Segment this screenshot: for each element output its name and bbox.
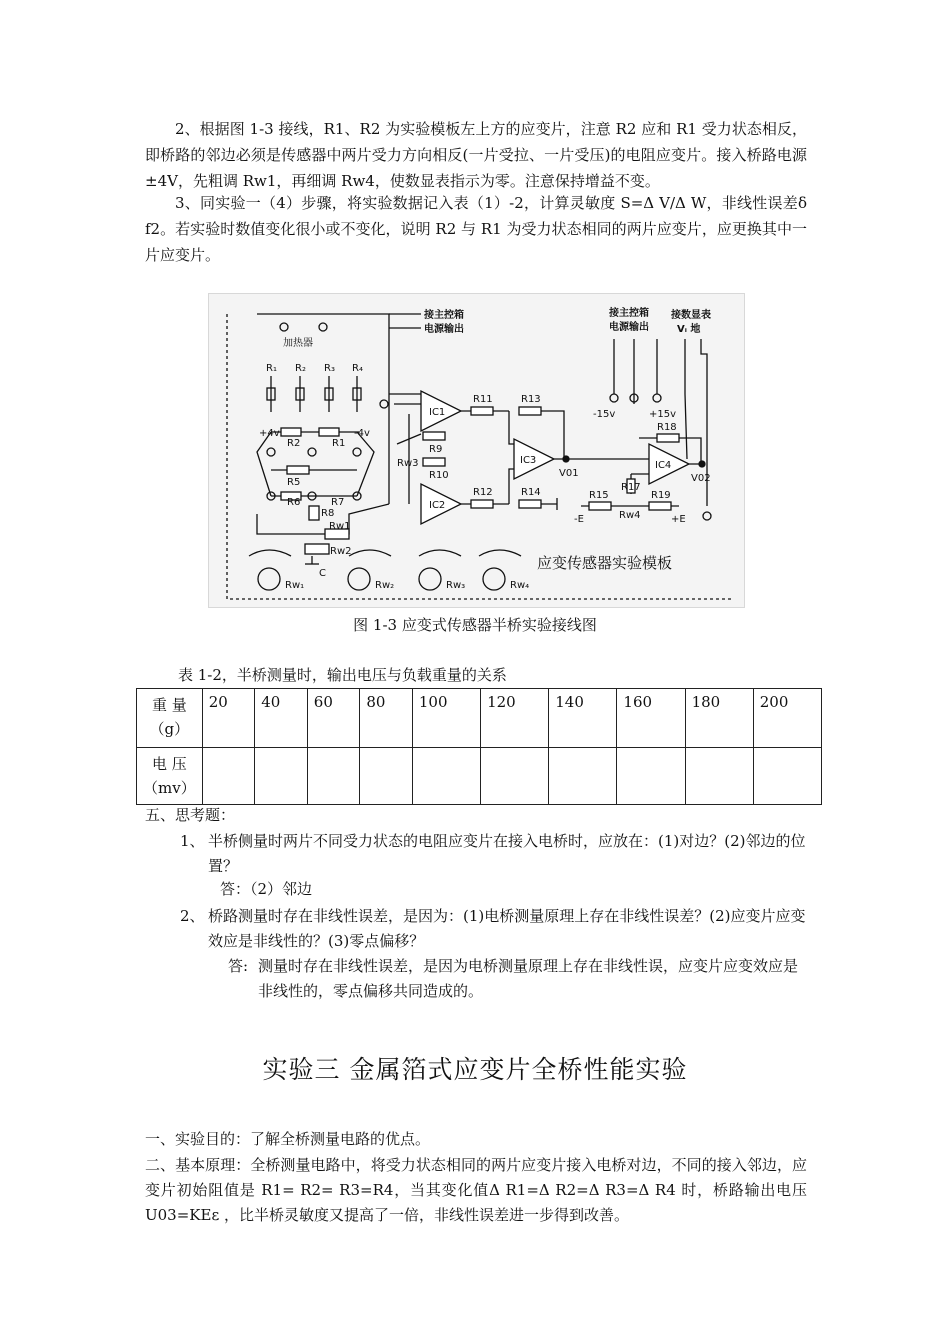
step-2-paragraph: 2、根据图 1-3 接线，R1、R2 为实验模板左上方的应变片，注意 R2 应和 R1 受力状态相反，即桥路的邻边必须是传感器中两片受力方向相反(一片受拉、一片受压)的电阻应变片。接入桥路电源±4V，先粗调 Rw1，再细调 Rw4，使数显表指示为零。注意保持增益不变。 xyxy=(145,120,807,190)
display-label-2: Vᵢ 地 xyxy=(677,324,701,335)
svg-text:IC3: IC3 xyxy=(520,455,537,466)
board-title: 应变传感器实验模板 xyxy=(537,554,673,572)
weight-cell: 100 xyxy=(412,689,480,748)
sensor-region xyxy=(257,314,389,504)
voltage-cell xyxy=(412,748,480,805)
weight-cell: 180 xyxy=(685,689,753,748)
circuit-figure xyxy=(208,293,745,608)
basic-principle: 二、基本原理：全桥测量电路中，将受力状态相同的两片应变片接入电桥对边，不同的接入邻边，应变片初始阻值是 R1= R2= R3=R4，当其变化值Δ R1=Δ R2=Δ R3=Δ R4 时，桥路输出电压 U03=KEε ，比半桥灵敏度又提高了一倍，非线性误差进一步得到改善。 xyxy=(145,1156,807,1224)
op-amp-ic2 xyxy=(421,484,461,524)
svg-text:-E: -E xyxy=(574,514,584,525)
supply-label-2: 电源输出 xyxy=(424,324,464,335)
voltage-cell xyxy=(617,748,685,805)
knob-rw2 xyxy=(348,550,394,591)
voltage-cell xyxy=(753,748,821,805)
svg-text:Rw₄: Rw₄ xyxy=(510,580,530,591)
heater-terminal xyxy=(319,323,327,331)
svg-text:V01: V01 xyxy=(559,468,579,479)
heater-terminal xyxy=(280,323,288,331)
svg-text:Rw2: Rw2 xyxy=(330,546,352,557)
svg-text:Rw3: Rw3 xyxy=(397,458,419,469)
svg-text:Rw4: Rw4 xyxy=(619,510,641,521)
knob-rw3 xyxy=(419,550,465,591)
svg-text:C: C xyxy=(319,568,326,579)
svg-text:R10: R10 xyxy=(429,470,449,481)
power-label-1: 接主控箱 xyxy=(609,308,649,319)
op-amp-ic1 xyxy=(389,391,461,431)
answer-2 xyxy=(228,954,808,1004)
svg-text:R₁: R₁ xyxy=(266,363,277,374)
op-amp-ic3 xyxy=(514,439,554,479)
question-number: 2、 xyxy=(180,907,205,925)
svg-text:R7: R7 xyxy=(331,497,345,508)
measurement-table xyxy=(136,688,822,805)
svg-text:R₂: R₂ xyxy=(295,363,306,374)
svg-text:R14: R14 xyxy=(521,487,541,498)
svg-text:R11: R11 xyxy=(473,394,493,405)
strain-gauge-r2 xyxy=(295,363,306,412)
voltage-cell xyxy=(481,748,549,805)
circuit-diagram xyxy=(209,294,744,607)
question-number: 1、 xyxy=(180,832,205,850)
heater-label: 加热器 xyxy=(283,338,313,349)
svg-text:-15v: -15v xyxy=(593,409,616,420)
weight-cell: 60 xyxy=(307,689,360,748)
voltage-cell xyxy=(255,748,308,805)
svg-text:R15: R15 xyxy=(589,490,609,501)
svg-text:R9: R9 xyxy=(429,444,443,455)
question-1 xyxy=(180,829,808,879)
bridge-network xyxy=(257,428,389,579)
svg-text:+15v: +15v xyxy=(649,409,677,420)
svg-text:Rw1: Rw1 xyxy=(329,521,351,532)
question-2 xyxy=(180,904,808,954)
weight-cell: 120 xyxy=(481,689,549,748)
svg-text:IC1: IC1 xyxy=(429,407,446,418)
svg-text:R18: R18 xyxy=(657,422,677,433)
answer-text: 测量时存在非线性误差，是因为电桥测量原理上存在非线性误，应变片应变效应是非线性的，零点偏移共同造成的。 xyxy=(258,957,799,1000)
op-amp-ic4 xyxy=(649,444,689,484)
questions-heading: 五、思考题： xyxy=(145,806,236,824)
svg-text:V02: V02 xyxy=(691,473,711,484)
supply-label-1: 接主控箱 xyxy=(424,310,464,321)
table-caption: 表 1-2，半桥测量时，输出电压与负载重量的关系 xyxy=(178,666,507,684)
svg-text:R₃: R₃ xyxy=(324,363,335,374)
svg-text:+E: +E xyxy=(671,514,686,525)
weight-cell: 80 xyxy=(360,689,413,748)
svg-text:IC4: IC4 xyxy=(655,460,672,471)
answer-1: 答：（2）邻边 xyxy=(220,880,313,898)
svg-text:R19: R19 xyxy=(651,490,671,501)
strain-gauge-r3 xyxy=(324,363,335,412)
svg-text:Rw₂: Rw₂ xyxy=(375,580,395,591)
voltage-cell xyxy=(685,748,753,805)
weight-cell: 40 xyxy=(255,689,308,748)
svg-text:R17: R17 xyxy=(621,482,641,493)
answer-label: 答: xyxy=(228,957,249,975)
figure-caption: 图 1-3 应变式传感器半桥实验接线图 xyxy=(353,616,597,634)
strain-gauge-r1 xyxy=(266,363,277,412)
svg-text:R13: R13 xyxy=(521,394,541,405)
weight-cell: 20 xyxy=(202,689,255,748)
question-text: 半桥侧量时两片不同受力状态的电阻应变片在接入电桥时，应放在：(1)对边？(2)邻边的位置？ xyxy=(208,832,806,875)
svg-text:+4v: +4v xyxy=(259,428,280,439)
svg-text:R₄: R₄ xyxy=(352,363,363,374)
svg-text:Rw₃: Rw₃ xyxy=(446,580,466,591)
weight-header: 重 量 （g） xyxy=(137,689,203,748)
svg-text:Rw₁: Rw₁ xyxy=(285,580,305,591)
svg-text:R6: R6 xyxy=(287,497,301,508)
knob-rw4 xyxy=(479,550,529,591)
weight-cell: 200 xyxy=(753,689,821,748)
svg-text:IC2: IC2 xyxy=(429,500,446,511)
svg-text:R5: R5 xyxy=(287,477,301,488)
display-label-1: 接数显表 xyxy=(671,310,711,321)
voltage-header: 电 压 （mv） xyxy=(137,748,203,805)
voltage-cell xyxy=(307,748,360,805)
weight-cell: 140 xyxy=(549,689,617,748)
voltage-row xyxy=(137,748,822,805)
svg-text:R8: R8 xyxy=(321,508,335,519)
knob-rw1 xyxy=(249,550,304,591)
svg-text:-4v: -4v xyxy=(354,428,370,439)
strain-gauge-r4 xyxy=(352,363,363,412)
weight-cell: 160 xyxy=(617,689,685,748)
svg-text:R2: R2 xyxy=(287,438,301,449)
weight-row xyxy=(137,689,822,748)
voltage-cell xyxy=(549,748,617,805)
power-label-2: 电源输出 xyxy=(609,322,649,333)
section-title: 实验三 金属箔式应变片全桥性能实验 xyxy=(262,1055,688,1084)
voltage-cell xyxy=(360,748,413,805)
voltage-cell xyxy=(202,748,255,805)
step-3-paragraph: 3、同实验一（4）步骤，将实验数据记入表（1）-2，计算灵敏度 S=Δ V/Δ W，非线性误差δ f2。若实验时数值变化很小或不变化，说明 R2 与 R1 为受力状态相同的两片应变片，应更换其中一片应变片。 xyxy=(145,194,807,264)
experiment-goal: 一、实验目的：了解全桥测量电路的优点。 xyxy=(145,1130,431,1148)
svg-text:R1: R1 xyxy=(332,438,346,449)
question-text: 桥路测量时存在非线性误差，是因为：(1)电桥测量原理上存在非线性误差？(2)应变片应变效应是非线性的？(3)零点偏移？ xyxy=(208,907,806,950)
svg-text:R12: R12 xyxy=(473,487,493,498)
